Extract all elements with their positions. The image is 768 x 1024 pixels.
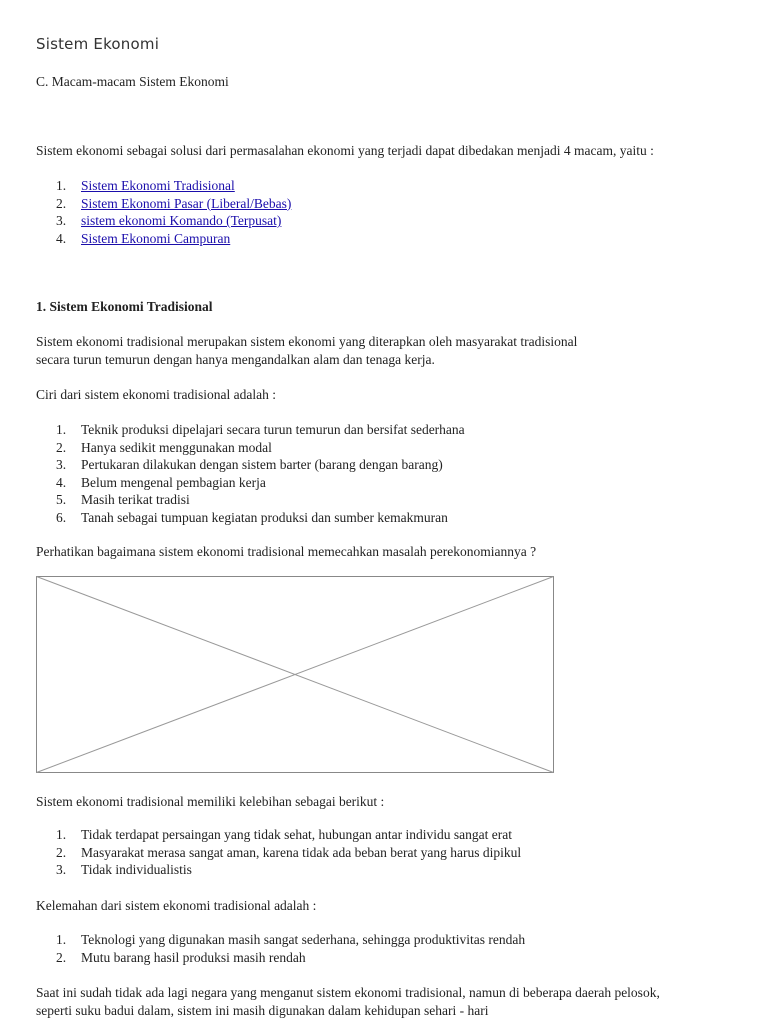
- paragraph-line: Sistem ekonomi tradisional merupakan sistem ekonomi yang diterapkan oleh masyarakat tradisional: [36, 334, 578, 349]
- list-number: 1.: [56, 422, 67, 437]
- list-item: [36, 931, 525, 949]
- list-item: [36, 844, 521, 862]
- section-heading: 1. Sistem Ekonomi Tradisional: [36, 299, 213, 314]
- list-number: 3.: [56, 213, 67, 228]
- list-number: 4.: [56, 230, 67, 246]
- definition-paragraph: [36, 333, 676, 368]
- link-sistem-ekonomi-komando[interactable]: sistem ekonomi Komando (Terpusat): [81, 213, 282, 228]
- list-item-text: Hanya sedikit menggunakan modal: [81, 439, 272, 455]
- list-number: 3.: [56, 862, 67, 877]
- link-sistem-ekonomi-tradisional[interactable]: Sistem Ekonomi Tradisional: [81, 178, 235, 193]
- link-sistem-ekonomi-campuran[interactable]: Sistem Ekonomi Campuran: [81, 230, 231, 246]
- list-item-text: Masyarakat merasa sangat aman, karena tidak ada beban berat yang harus dipikul: [81, 844, 522, 860]
- characteristics-list: [36, 421, 465, 526]
- broken-image-placeholder: [36, 576, 554, 773]
- list-item-text: Tidak terdapat persaingan yang tidak sehat, hubungan antar individu sangat erat: [81, 827, 513, 842]
- list-item: [36, 491, 465, 509]
- list-number: 2.: [56, 439, 67, 455]
- disadvantages-list: [36, 931, 525, 966]
- list-item-text: Tanah sebagai tumpuan kegiatan produksi dan sumber kemakmuran: [81, 509, 448, 525]
- list-number: 2.: [56, 844, 67, 860]
- list-item: [36, 826, 521, 844]
- paragraph-line: seperti suku badui dalam, sistem ini masih digunakan dalam kehidupan sehari - hari: [36, 1002, 489, 1018]
- economic-system-types-list: [36, 177, 291, 247]
- list-item: [36, 421, 465, 439]
- list-item-text: Teknologi yang digunakan masih sangat sederhana, sehingga produktivitas rendah: [81, 932, 526, 947]
- disadvantages-intro: Kelemahan dari sistem ekonomi tradisional adalah :: [36, 898, 317, 913]
- list-item: [36, 949, 525, 967]
- closing-paragraph: [36, 984, 736, 1019]
- list-number: 1.: [56, 827, 67, 842]
- question-paragraph: Perhatikan bagaimana sistem ekonomi tradisional memecahkan masalah perekonomiannya ?: [36, 544, 537, 559]
- advantages-intro: Sistem ekonomi tradisional memiliki kelebihan sebagai berikut :: [36, 794, 385, 809]
- list-item-text: Mutu barang hasil produksi masih rendah: [81, 949, 306, 965]
- list-number: 1.: [56, 178, 67, 193]
- list-number: 5.: [56, 492, 67, 507]
- list-item: [36, 509, 465, 527]
- list-item-text: Tidak individualistis: [81, 862, 192, 877]
- list-item-text: Teknik produksi dipelajari secara turun temurun dan bersifat sederhana: [81, 422, 465, 437]
- list-item: [36, 861, 521, 879]
- paragraph-line: Saat ini sudah tidak ada lagi negara yang menganut sistem ekonomi tradisional, namun di beberapa daerah pelosok,: [36, 985, 660, 1000]
- intro-paragraph: Sistem ekonomi sebagai solusi dari permasalahan ekonomi yang terjadi dapat dibedakan menjadi 4 macam, yaitu :: [36, 143, 654, 158]
- list-number: 6.: [56, 509, 67, 525]
- list-number: 4.: [56, 474, 67, 490]
- list-item: [36, 439, 465, 457]
- list-number: 2.: [56, 949, 67, 965]
- list-item-text: Belum mengenal pembagian kerja: [81, 474, 266, 490]
- list-number: 2.: [56, 195, 67, 211]
- image-placeholder-graphic: [36, 576, 554, 773]
- list-item-text: Pertukaran dilakukan dengan sistem barter (barang dengan barang): [81, 457, 443, 472]
- list-item: [36, 230, 291, 248]
- list-item: [36, 195, 291, 213]
- list-item: [36, 212, 291, 230]
- list-item: [36, 474, 465, 492]
- characteristics-intro: Ciri dari sistem ekonomi tradisional adalah :: [36, 387, 276, 402]
- list-item: [36, 456, 465, 474]
- page-title: Sistem Ekonomi: [36, 35, 160, 53]
- paragraph-line: secara turun temurun dengan hanya mengandalkan alam dan tenaga kerja.: [36, 351, 435, 367]
- section-subtitle: C. Macam-macam Sistem Ekonomi: [36, 74, 229, 89]
- list-item: [36, 177, 291, 195]
- list-number: 3.: [56, 457, 67, 472]
- advantages-list: [36, 826, 521, 879]
- list-number: 1.: [56, 932, 67, 947]
- link-sistem-ekonomi-pasar[interactable]: Sistem Ekonomi Pasar (Liberal/Bebas): [81, 195, 292, 211]
- list-item-text: Masih terikat tradisi: [81, 492, 190, 507]
